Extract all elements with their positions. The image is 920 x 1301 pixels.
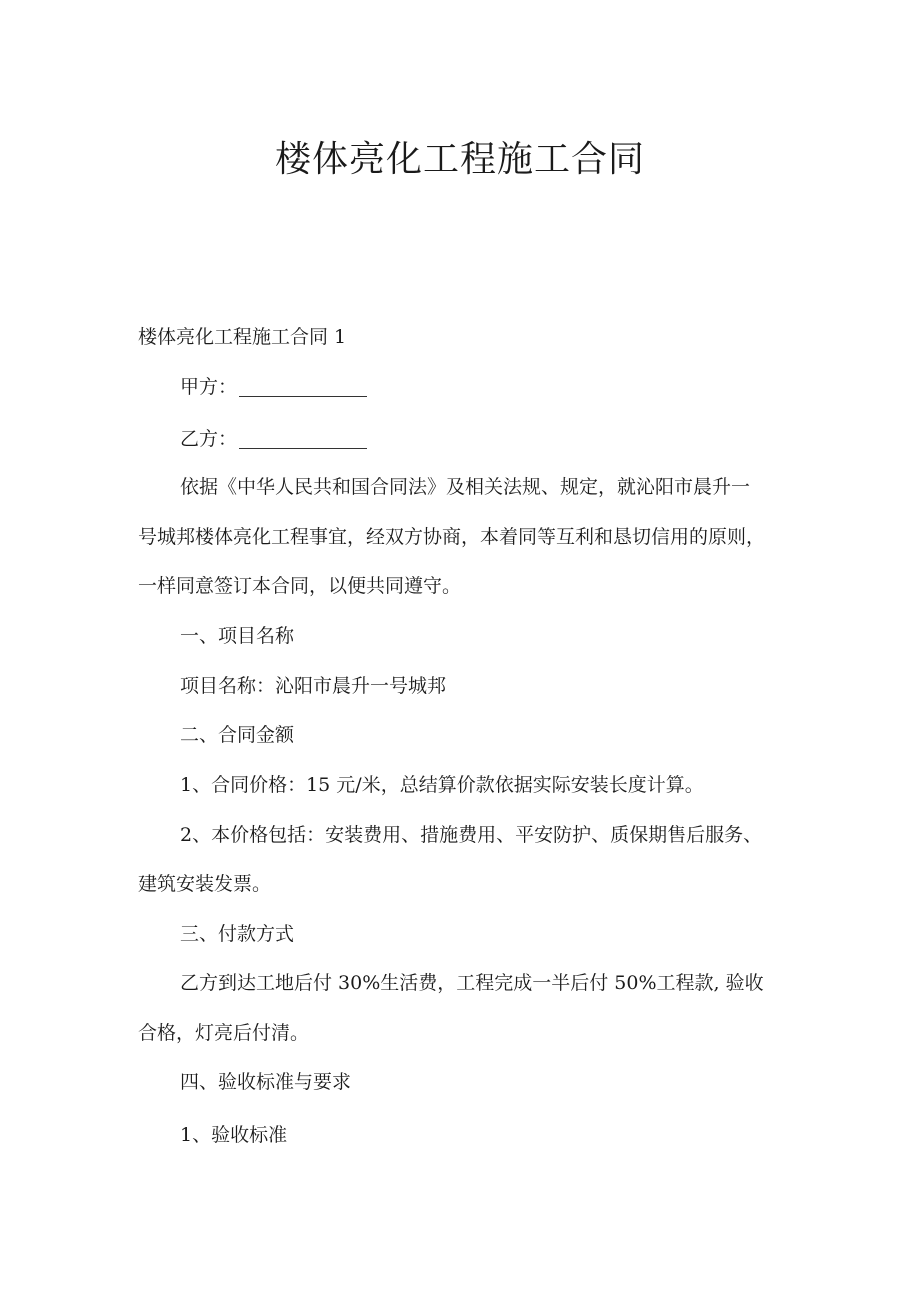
section-2-item-2-line-2: 建筑安装发票。 xyxy=(138,873,272,895)
section-3-heading: 三、付款方式 xyxy=(180,923,295,945)
section-1-heading: 一、项目名称 xyxy=(180,625,295,647)
contract-subtitle: 楼体亮化工程施工合同 1 xyxy=(138,326,347,348)
party-b-blank xyxy=(239,430,367,449)
section-2-heading: 二、合同金额 xyxy=(180,724,295,746)
party-b-label: 乙方： xyxy=(180,428,238,450)
intro-line-3: 一样同意签订本合同，以便共同遵守。 xyxy=(138,575,462,597)
intro-line-2: 号城邦楼体亮化工程事宜，经双方协商，本着同等互利和恳切信用的原则， xyxy=(138,526,766,548)
document-title: 楼体亮化工程施工合同 xyxy=(274,139,645,180)
section-3-line-2: 合格，灯亮后付清。 xyxy=(138,1022,310,1044)
section-3-line-1: 乙方到达工地后付 30%生活费，工程完成一半后付 50%工程款, 验收 xyxy=(180,972,764,994)
party-b-line xyxy=(180,414,798,464)
section-4-heading: 四、验收标准与要求 xyxy=(180,1071,352,1093)
party-a-blank xyxy=(239,378,367,397)
intro-line-1: 依据《中华人民共和国合同法》及相关法规、规定，就沁阳市晨升一 xyxy=(180,476,751,498)
section-2-item-1: 1、合同价格：15 元/米，总结算价款依据实际安装长度计算。 xyxy=(180,774,704,796)
party-a-label: 甲方： xyxy=(180,376,238,398)
section-1-content: 项目名称：沁阳市晨升一号城邦 xyxy=(180,675,447,697)
party-a-line xyxy=(180,362,798,412)
section-2-item-2-line-1: 2、本价格包括：安装费用、措施费用、平安防护、质保期售后服务、 xyxy=(180,824,763,846)
section-4-item-1: 1、验收标准 xyxy=(180,1124,288,1146)
